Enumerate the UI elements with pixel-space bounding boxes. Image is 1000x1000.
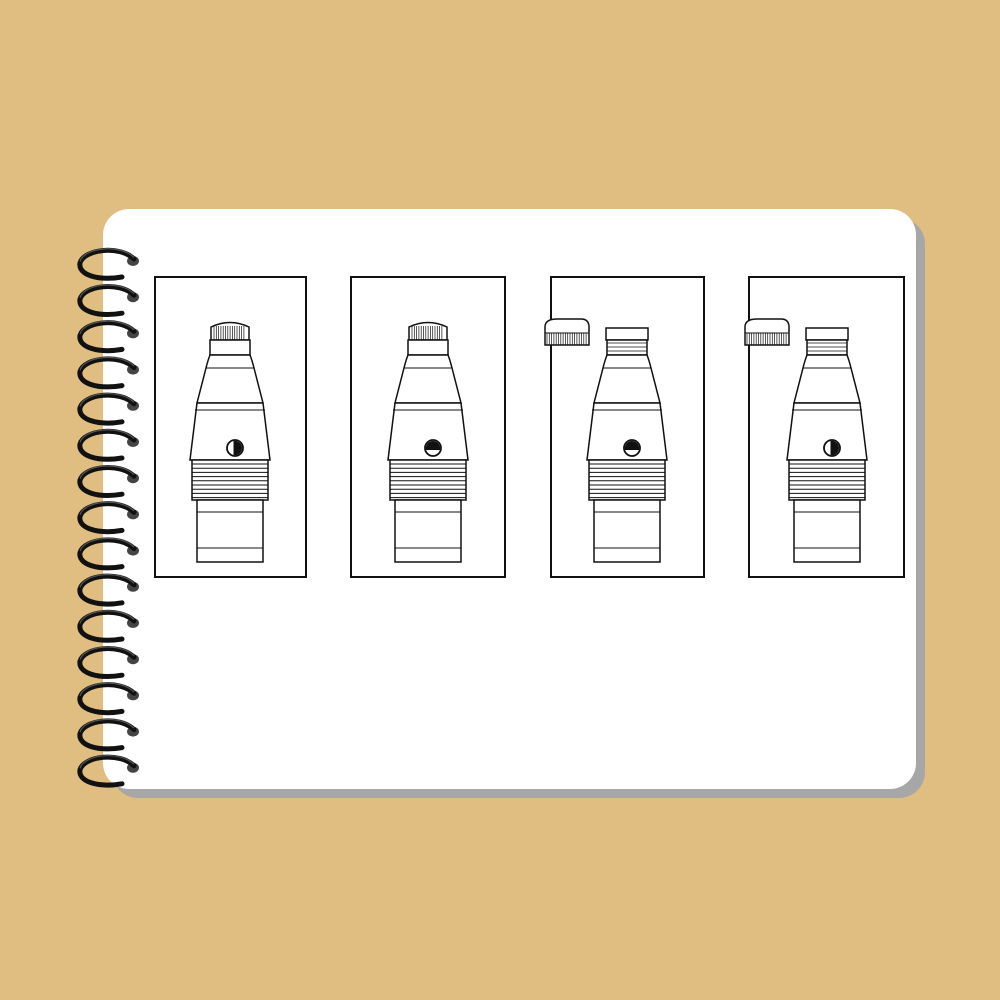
cap-icon bbox=[745, 319, 789, 345]
setting-dial-icon bbox=[824, 440, 840, 456]
